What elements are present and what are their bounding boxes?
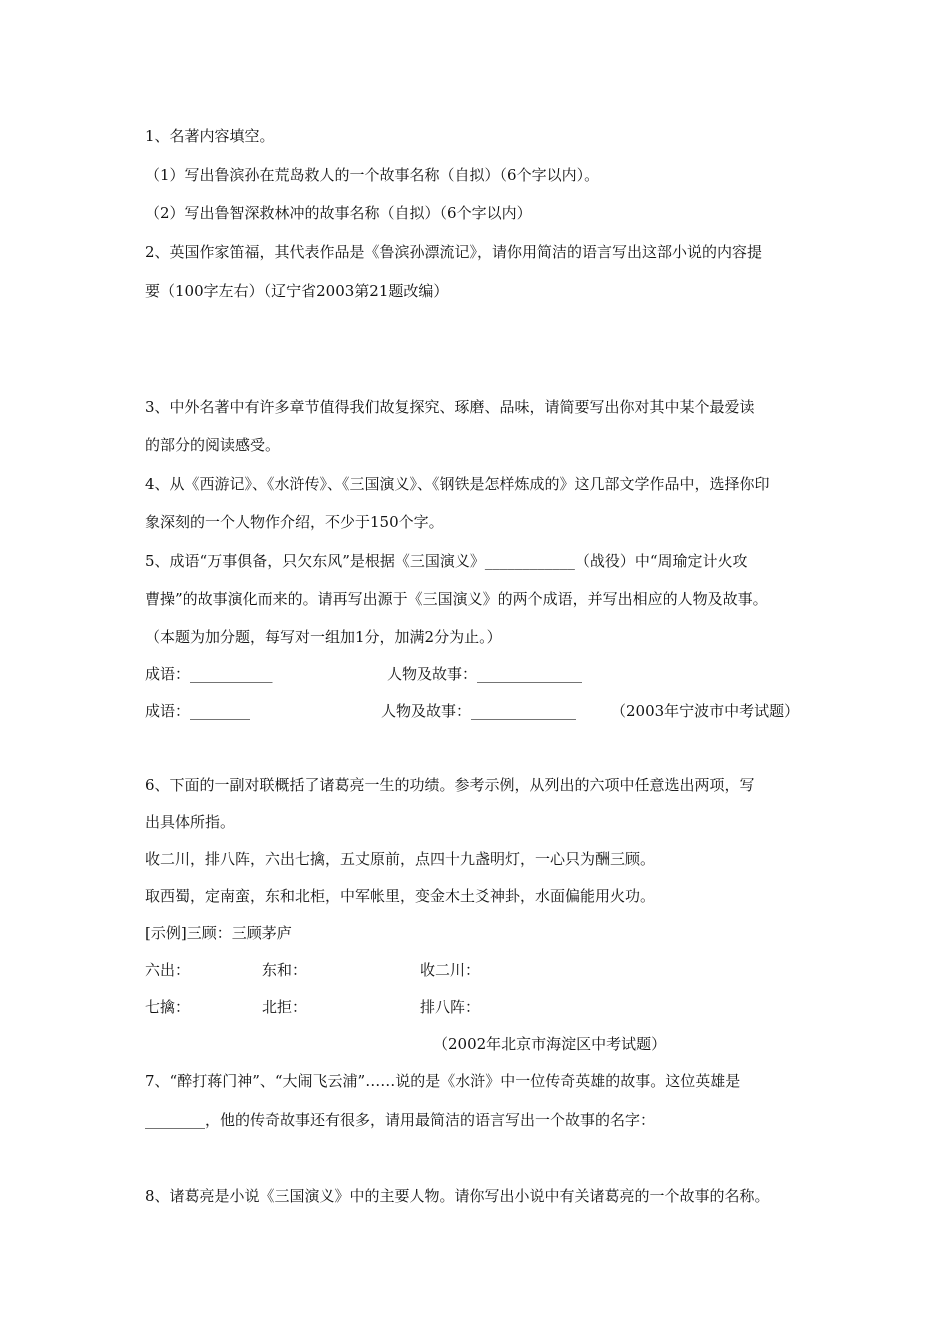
q7-line1: 7、“醉打蒋门神”、“大闹飞云浦”……说的是《水浒》中一位传奇英雄的故事。这位英雄是	[145, 1072, 741, 1090]
q2-line2: 要（100字左右）（辽宁省2003第21题改编）	[145, 282, 449, 300]
q2-line1: 2、英国作家笛福，其代表作品是《鲁滨孙漂流记》，请你用简洁的语言写出这部小说的内容提	[145, 243, 763, 261]
q6-item-donghe: 东和：	[262, 961, 308, 979]
q6-couplet-2: 取西蜀，定南蛮，东和北柜，中军帐里，变金木土爻神卦，水面偏能用火功。	[145, 887, 656, 905]
q5-idiom-blank-1: 成语：___________	[145, 665, 273, 683]
q8-line1: 8、诸葛亮是小说《三国演义》中的主要人物。请你写出小说中有关诸葛亮的一个故事的名称。	[145, 1187, 770, 1205]
q6-line2: 出具体所指。	[145, 813, 236, 831]
q3-line1: 3、中外名著中有许多章节值得我们故复探究、琢磨、品味，请简要写出你对其中某个最爱读	[145, 398, 755, 416]
q6-example: [示例]三顾：三顾茅庐	[145, 924, 292, 942]
q5-line1: 5、成语“万事俱备，只欠东风”是根据《三国演义》____________（战役）中“周瑜定计火攻	[145, 552, 748, 570]
q7-line2: ________，他的传奇故事还有很多，请用最简洁的语言写出一个故事的名字：	[145, 1111, 656, 1129]
q5-line3: （本题为加分题，每写对一组加1分，加满2分为止。）	[145, 628, 502, 646]
q5-story-blank-2: 人物及故事：______________	[381, 702, 577, 720]
q6-line1: 6、下面的一副对联概括了诸葛亮一生的功绩。参考示例，从列出的六项中任意选出两项，写	[145, 776, 755, 794]
q1-sub2: （2）写出鲁智深救林冲的故事名称（自拟）（6个字以内）	[145, 204, 532, 222]
q1-title: 1、名著内容填空。	[145, 127, 275, 145]
q6-item-beiju: 北拒：	[262, 998, 308, 1016]
q4-line1: 4、从《西游记》、《水浒传》、《三国演义》、《钢铁是怎样炼成的》这几部文学作品中，选择你印	[145, 475, 770, 493]
q3-line2: 的部分的阅读感受。	[145, 436, 281, 454]
q5-idiom-blank-2: 成语：________	[145, 702, 251, 720]
q6-couplet-1: 收二川，排八阵，六出七擒，五丈原前，点四十九盏明灯，一心只为酬三顾。	[145, 850, 656, 868]
q5-story-blank-1: 人物及故事：______________	[387, 665, 583, 683]
q6-item-qiqin: 七擒：	[145, 998, 191, 1016]
q5-source: （2003年宁波市中考试题）	[611, 702, 800, 720]
q6-source: （2002年北京市海淀区中考试题）	[433, 1035, 667, 1053]
q6-item-liuchu: 六出：	[145, 961, 191, 979]
q1-sub1: （1）写出鲁滨孙在荒岛救人的一个故事名称（自拟）（6个字以内）。	[145, 166, 600, 184]
q4-line2: 象深刻的一个人物作介绍，不少于150个字。	[145, 513, 444, 531]
q5-line2: 曹操”的故事演化而来的。请再写出源于《三国演义》的两个成语，并写出相应的人物及故事。	[145, 590, 768, 608]
q6-item-shouerchuan: 收二川：	[420, 961, 481, 979]
q6-item-paibazhen: 排八阵：	[420, 998, 481, 1016]
